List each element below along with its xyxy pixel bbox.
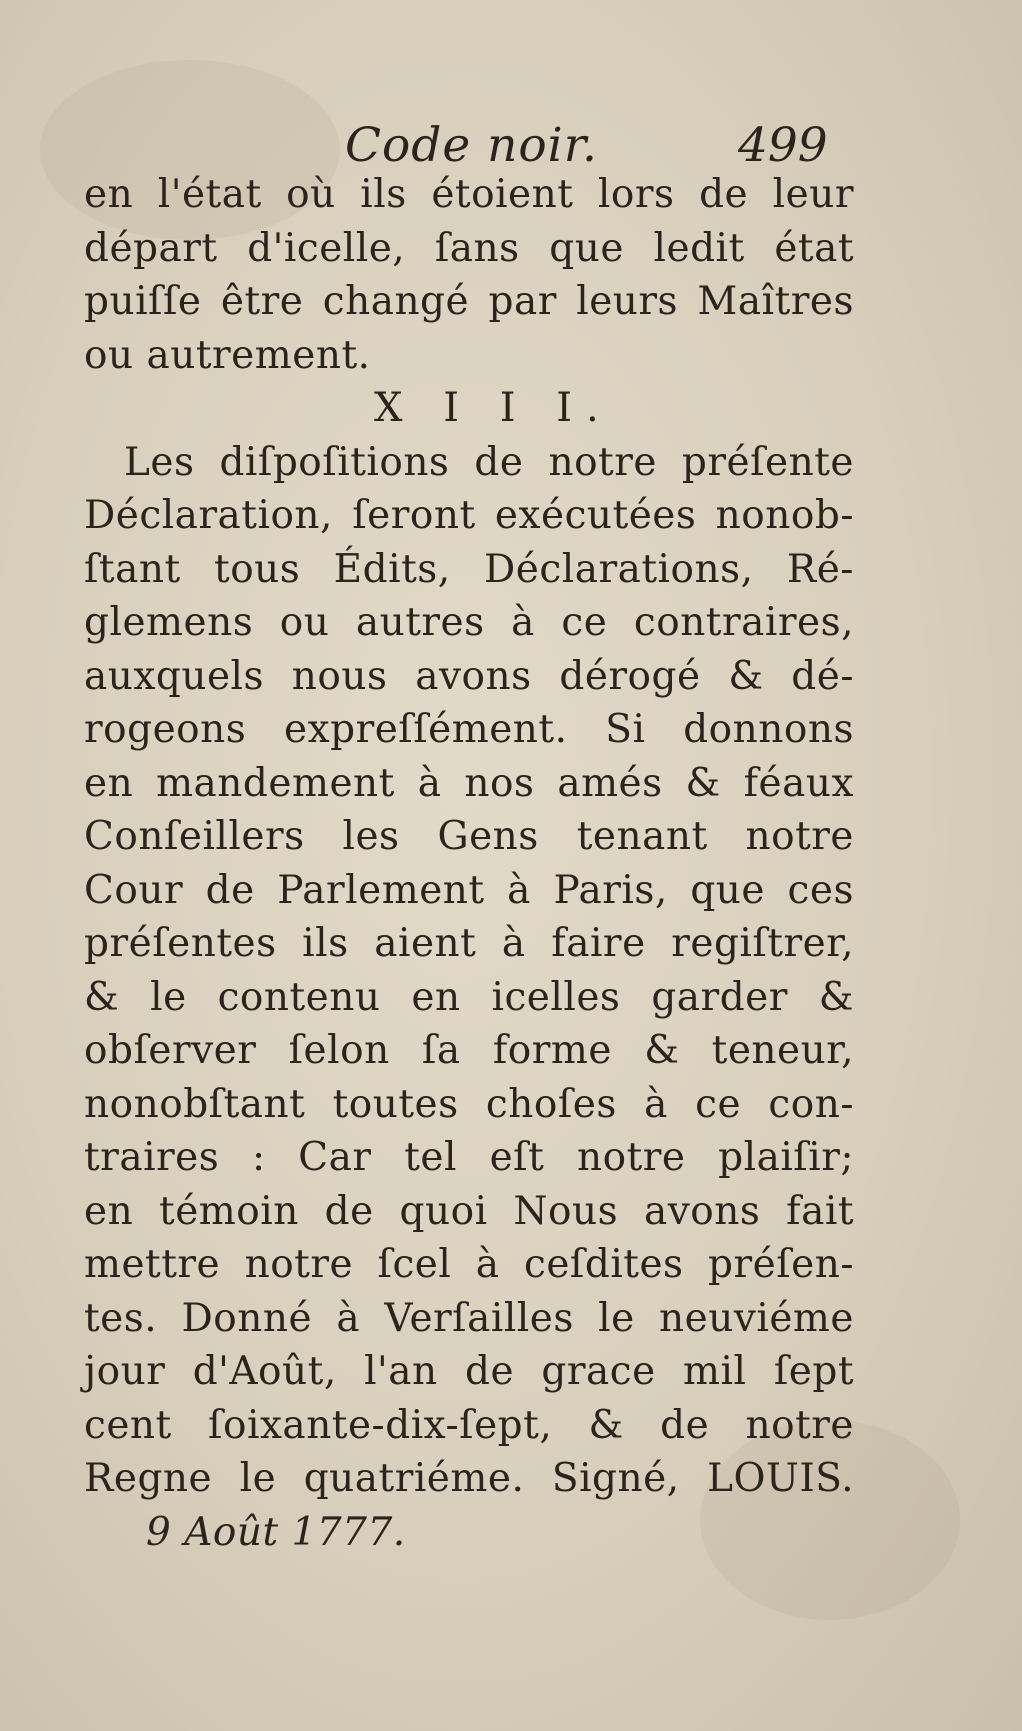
text-line: en témoin de quoi Nous avons fait [84, 1188, 854, 1234]
text-line: Regne le quatriéme. Signé, LOUIS. [84, 1456, 854, 1501]
text-line: auxquels nous avons dérogé & dé- [84, 653, 854, 699]
text-line: puiſſe être changé par leurs Maîtres [84, 279, 854, 324]
text-line: glemens ou autres à ce contraires, [84, 600, 854, 645]
text-line: ou autrement. [84, 332, 371, 378]
text-line: traires : Car tel eſt notre plaiſir; [84, 1135, 854, 1180]
text-line: obſerver ſelon ſa forme & teneur, [84, 1028, 854, 1073]
text-line: cent ſoixante-dix-ſept, & de notre [84, 1402, 854, 1448]
text-line: départ d'icelle, ſans que ledit état [84, 225, 854, 271]
text-line: tes. Donné à Verſailles le neuviéme [84, 1295, 854, 1341]
text-line: mettre notre ſcel à ceſdites préſen- [84, 1242, 854, 1287]
text-line: Les diſpoſitions de notre préſente [124, 439, 854, 485]
article-heading: X I I I. [374, 385, 613, 431]
body-text [84, 168, 854, 1559]
text-line: préſentes ils aient à faire regiſtrer, [84, 921, 854, 966]
running-title: Code noir. [345, 118, 598, 173]
text-line: Conſeillers les Gens tenant notre [84, 814, 854, 859]
text-line: nonobſtant toutes choſes à ce con- [84, 1081, 854, 1127]
text-line: jour d'Août, l'an de grace mil ſept [84, 1349, 854, 1394]
text-line: ſtant tous Édits, Déclarations, Ré- [84, 546, 854, 592]
text-line: en l'état où ils étoient lors de leur [84, 172, 854, 217]
text-line: Déclaration, ſeront exécutées nonob- [84, 493, 854, 538]
text-line: en mandement à nos amés & féaux [84, 760, 854, 806]
text-line: rogeons expreſſément. Si donnons [84, 707, 854, 752]
date-line: 9 Août 1777. [146, 1509, 406, 1555]
text-line: Cour de Parlement à Paris, que ces [84, 867, 854, 913]
page-number: 499 [738, 118, 828, 173]
text-line: & le contenu en icelles garder & [84, 974, 854, 1020]
